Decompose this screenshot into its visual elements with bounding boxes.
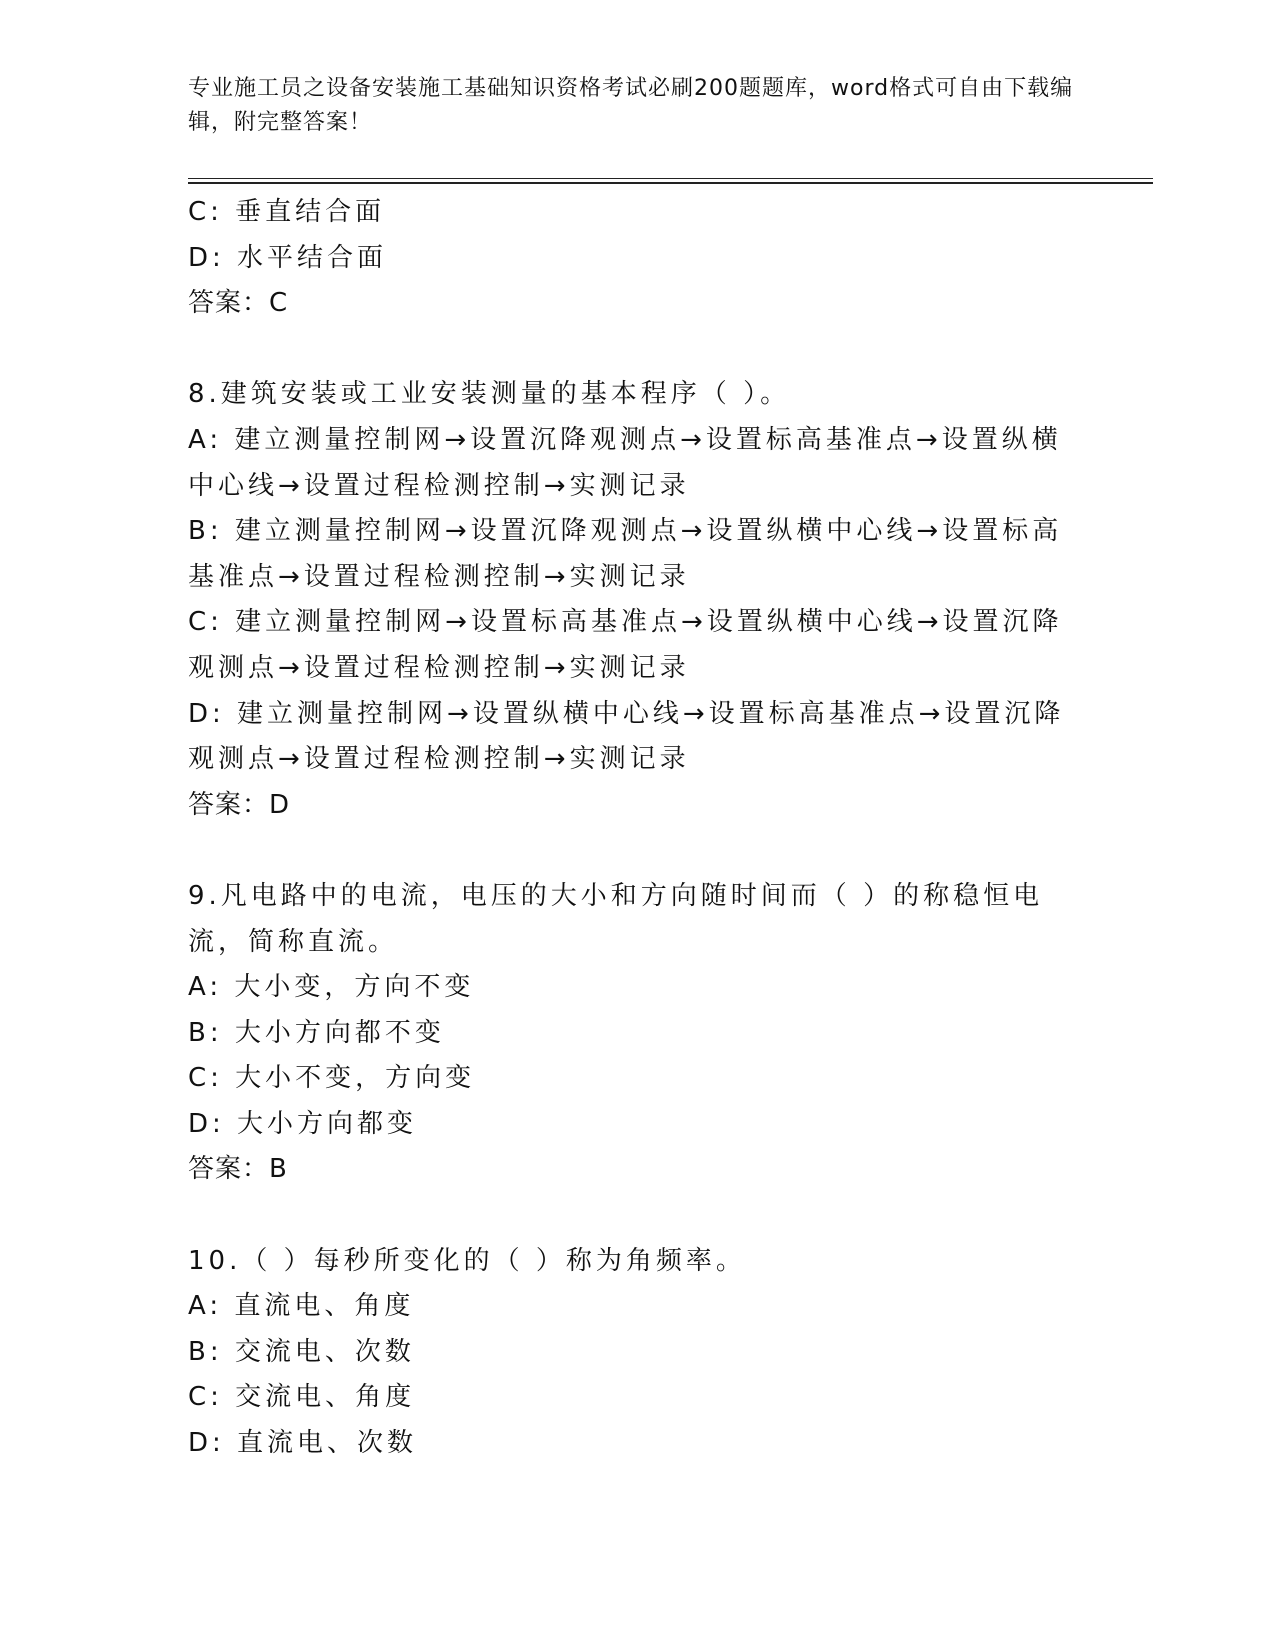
option-a: A: 建立测量控制网→设置沉降观测点→设置标高基准点→设置纵横中心线→设置过程检测控制→实测记录 — [188, 424, 1062, 501]
option-a: A: 大小变，方向不变 — [188, 972, 475, 1003]
option-d: D: 大小方向都变 — [188, 1108, 418, 1139]
question-stem: 9.凡电路中的电流，电压的大小和方向随时间而（ ）的称稳恒电流，简称直流。 — [188, 880, 1044, 957]
spacer — [188, 828, 1088, 874]
option-a: A: 直流电、角度 — [188, 1291, 415, 1322]
question-stem: 10.（ ）每秒所变化的（ ）称为角频率。 — [188, 1245, 746, 1276]
option-d: D: 水平结合面 — [188, 242, 388, 273]
option-b: B: 建立测量控制网→设置沉降观测点→设置纵横中心线→设置标高基准点→设置过程检测控制→实测记录 — [188, 516, 1063, 592]
answer-line: 答案：C — [188, 288, 289, 319]
option-b: B: 大小方向都不变 — [188, 1017, 445, 1048]
option-c: C: 垂直结合面 — [188, 197, 386, 227]
option-c: C: 建立测量控制网→设置标高基准点→设置纵横中心线→设置沉降观测点→设置过程检测控制→实测记录 — [188, 607, 1063, 683]
option-d: D: 建立测量控制网→设置纵横中心线→设置标高基准点→设置沉降观测点→设置过程检测控制→实测记录 — [188, 698, 1065, 775]
option-c: C: 交流电、角度 — [188, 1382, 416, 1413]
header-divider-thick — [188, 182, 1153, 184]
question-8 — [188, 372, 1088, 828]
question-stem: 8.建筑安装或工业安装测量的基本程序（ ）。 — [188, 379, 791, 410]
option-b: B: 交流电、次数 — [188, 1336, 415, 1367]
answer-line: 答案：B — [188, 1154, 288, 1185]
question-9 — [188, 874, 1088, 1193]
question-content — [188, 190, 1088, 1467]
option-d: D: 直流电、次数 — [188, 1428, 418, 1459]
option-c: C: 大小不变，方向变 — [188, 1063, 476, 1094]
spacer — [188, 1193, 1088, 1239]
document-header: 专业施工员之设备安装施工基础知识资格考试必刷200题题库，word格式可自由下载编辑，附完整答案！ — [188, 76, 1074, 135]
header-divider-thin — [188, 178, 1153, 179]
question-fragment-7 — [188, 190, 1088, 327]
answer-line: 答案：D — [188, 789, 291, 820]
spacer — [188, 327, 1088, 373]
question-10 — [188, 1239, 1088, 1467]
